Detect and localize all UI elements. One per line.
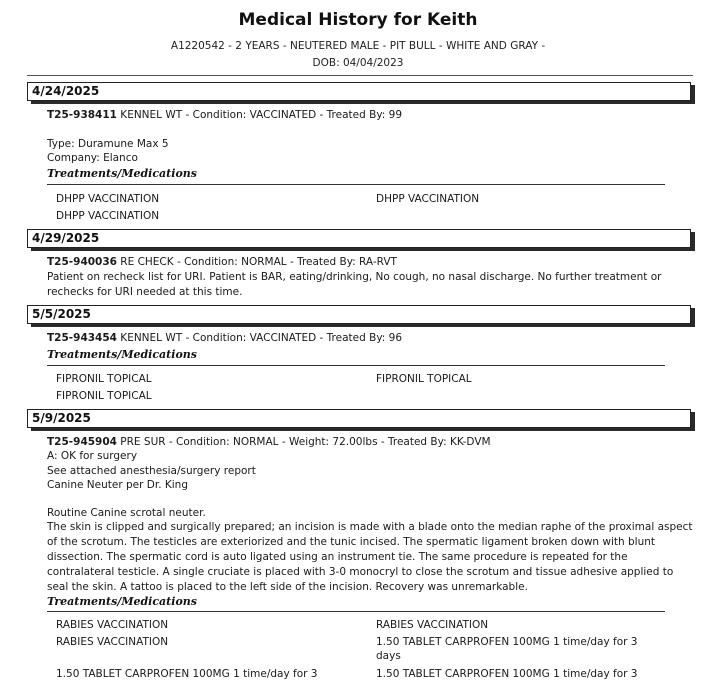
medication-item: 1.50 TABLET CARPROFEN 100MG 1 time/day for 3	[56, 668, 318, 680]
assessment-line: A: OK for surgery	[47, 450, 138, 462]
entry-details: KENNEL WT - Condition: VACCINATED - Treated By: 99	[116, 109, 403, 121]
visit-date: 4/29/2025	[32, 231, 100, 245]
visit-entry-line	[47, 332, 402, 344]
medication-item: 1.50 TABLET CARPROFEN 100MG 1 time/day for 3	[376, 636, 638, 648]
medication-item: DHPP VACCINATION	[376, 193, 480, 205]
entry-details: PRE SUR - Condition: NORMAL - Weight: 72.00lbs - Treated By: KK-DVM	[116, 436, 491, 448]
treatments-heading: Treatments/Medications	[47, 167, 197, 180]
entry-id: T25-943454	[47, 332, 117, 344]
medication-item-continued: days	[376, 650, 401, 662]
medication-item: DHPP VACCINATION	[56, 193, 160, 205]
medication-item: FIPRONIL TOPICAL	[56, 373, 152, 385]
visit-date: 5/5/2025	[32, 307, 91, 321]
patient-summary: A1220542 - 2 YEARS - NEUTERED MALE - PIT BULL - WHITE AND GRAY -	[170, 40, 546, 52]
visit-date-header	[27, 305, 691, 324]
entry-details: RE CHECK - Condition: NORMAL - Treated By: RA-RVT	[116, 256, 397, 268]
visit-date-header	[27, 409, 691, 428]
medication-item: DHPP VACCINATION	[56, 210, 160, 222]
entry-details: KENNEL WT - Condition: VACCINATED - Treated By: 96	[116, 332, 403, 344]
visit-date: 4/24/2025	[32, 84, 100, 98]
procedure-notes: The skin is clipped and surgically prepared; an incision is made with a blade onto the median raphe of the proximal aspect of the scrotum. The testicles are exteriorized and the tunic incised. The spermatic ligament broken down with blunt dissection. The spermatic cord is auto ligated using an instrument tie. The same procedure is repeated for the contralateral testicle. A single cruciate is placed with 3-0 monocryl to close the scrotum and tissue adhesive applied to seal the skin. A tattoo is placed to the left side of the incision. Recovery was unremarkable.	[47, 521, 693, 593]
visit-date: 5/9/2025	[32, 411, 91, 425]
treatments-divider	[47, 184, 665, 185]
treatments-divider	[47, 611, 665, 612]
medication-item: FIPRONIL TOPICAL	[376, 373, 472, 385]
procedure-title: Canine Neuter per Dr. King	[47, 479, 189, 491]
entry-id: T25-940036	[47, 256, 117, 268]
visit-notes: Patient on recheck list for URI. Patient is BAR, eating/drinking, No cough, no nasal discharge. No further treatment or rechecks for URI needed at this time.	[47, 271, 662, 298]
date-of-birth: DOB: 04/04/2023	[312, 57, 404, 69]
treatments-heading: Treatments/Medications	[47, 348, 197, 361]
medication-item: RABIES VACCINATION	[56, 619, 169, 631]
entry-id: T25-945904	[47, 436, 117, 448]
header-divider	[27, 75, 693, 76]
treatments-heading: Treatments/Medications	[47, 595, 197, 608]
visit-entry-line	[47, 109, 402, 121]
medication-item: FIPRONIL TOPICAL	[56, 390, 152, 402]
vaccine-company: Company: Elanco	[47, 152, 138, 164]
medication-item: 1.50 TABLET CARPROFEN 100MG 1 time/day for 3	[376, 668, 638, 680]
procedure-summary: Routine Canine scrotal neuter.	[47, 507, 206, 519]
surgery-report-note: See attached anesthesia/surgery report	[47, 465, 256, 477]
page-title: Medical History for Keith	[238, 10, 478, 30]
visit-date-header	[27, 229, 691, 248]
medication-item: RABIES VACCINATION	[56, 636, 169, 648]
entry-id: T25-938411	[47, 109, 117, 121]
visit-date-header	[27, 82, 691, 101]
vaccine-type: Type: Duramune Max 5	[47, 138, 169, 150]
treatments-divider	[47, 365, 665, 366]
visit-entry-line	[47, 436, 491, 448]
visit-entry-line	[47, 256, 397, 268]
medication-item: RABIES VACCINATION	[376, 619, 489, 631]
